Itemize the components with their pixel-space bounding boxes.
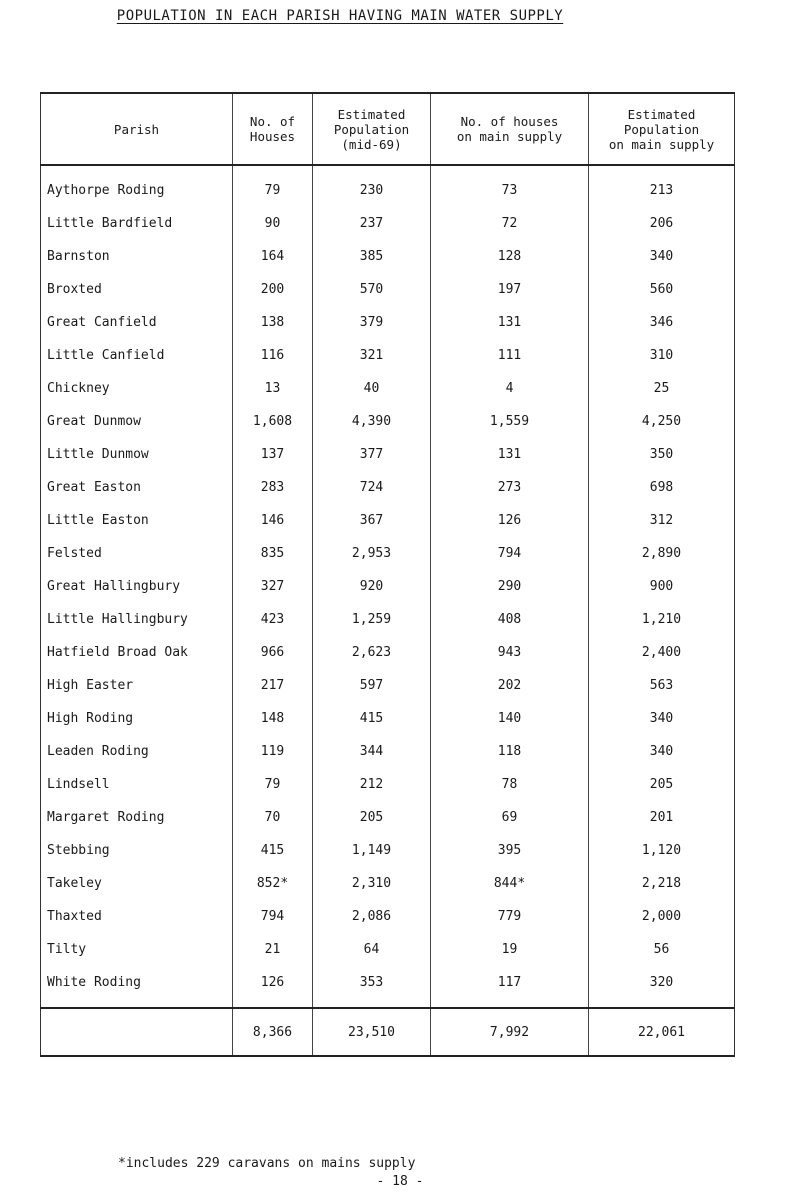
population-cell: 2,310: [313, 867, 431, 900]
header-row: [41, 93, 735, 165]
spacer-cell: [233, 165, 313, 174]
table-row: [41, 372, 735, 405]
table-row: [41, 537, 735, 570]
population-main-supply-cell: 206: [649, 216, 674, 231]
table-row: [41, 702, 735, 735]
houses-cell: 138: [233, 306, 313, 339]
houses-main-supply-cell: 131: [431, 306, 589, 339]
houses-main-supply-cell: 290: [431, 570, 589, 603]
footnote: *includes 229 caravans on mains supply: [118, 1156, 416, 1171]
houses-cell: 852*: [233, 867, 313, 900]
population-main-supply-cell: 4,250: [641, 414, 682, 429]
table-row: [41, 966, 735, 1008]
population-main-supply-cell: 310: [649, 348, 674, 363]
parish-name-cell: Little Bardfield: [41, 207, 233, 240]
houses-main-supply-cell: 844*: [431, 867, 589, 900]
population-cell: 40: [313, 372, 431, 405]
houses-cell: 137: [233, 438, 313, 471]
total-population: 23,510: [313, 1008, 431, 1056]
population-cell: 230: [313, 174, 431, 207]
population-cell: 353: [313, 966, 431, 1008]
population-main-supply-cell: 213: [649, 183, 674, 198]
header-population-main-supply: Estimated Population on main supply: [589, 93, 735, 165]
spacer-cell: [313, 165, 431, 174]
population-main-supply-cell: 320: [649, 975, 674, 990]
houses-cell: 415: [233, 834, 313, 867]
population-main-supply-cell: 350: [649, 447, 674, 462]
spacer-cell: [431, 165, 589, 174]
header-population: Estimated Population (mid-69): [313, 93, 431, 165]
population-cell: 2,953: [313, 537, 431, 570]
table-row: [41, 273, 735, 306]
houses-main-supply-cell: 69: [431, 801, 589, 834]
spacer-cell: [589, 165, 735, 174]
header-houses: No. of Houses: [233, 93, 313, 165]
houses-main-supply-cell: 140: [431, 702, 589, 735]
population-cell: 920: [313, 570, 431, 603]
population-main-supply-cell: 312: [649, 513, 674, 528]
total-houses-main-supply: 7,992: [431, 1008, 589, 1056]
houses-cell: 966: [233, 636, 313, 669]
parish-name-cell: Little Easton: [41, 504, 233, 537]
houses-cell: 79: [233, 174, 313, 207]
houses-cell: 423: [233, 603, 313, 636]
houses-main-supply-cell: 202: [431, 669, 589, 702]
houses-cell: 164: [233, 240, 313, 273]
table-header: [41, 93, 735, 165]
totals-row: [41, 1008, 735, 1056]
total-label: [41, 1008, 233, 1056]
houses-cell: 200: [233, 273, 313, 306]
population-cell: 4,390: [313, 405, 431, 438]
table-row: [41, 240, 735, 273]
houses-cell: 794: [233, 900, 313, 933]
table-row: [41, 867, 735, 900]
houses-main-supply-cell: 126: [431, 504, 589, 537]
houses-main-supply-cell: 78: [431, 768, 589, 801]
page-number: - 18 -: [376, 1174, 424, 1189]
table-row: [41, 306, 735, 339]
page-title-text: POPULATION IN EACH PARISH HAVING MAIN WATER SUPPLY: [116, 8, 564, 24]
houses-cell: 21: [233, 933, 313, 966]
houses-main-supply-cell: 73: [431, 174, 589, 207]
spacer-cell: [41, 165, 233, 174]
parish-name-cell: Takeley: [41, 867, 233, 900]
population-main-supply-cell: 25: [653, 381, 670, 396]
population-cell: 2,086: [313, 900, 431, 933]
houses-main-supply-cell: 408: [431, 603, 589, 636]
houses-main-supply-cell: 128: [431, 240, 589, 273]
table-row: [41, 735, 735, 768]
water-supply-table: [40, 92, 735, 1057]
total-population-main-supply: 22,061: [589, 1008, 735, 1056]
houses-cell: 217: [233, 669, 313, 702]
parish-name-cell: Lindsell: [41, 768, 233, 801]
page-title: [0, 8, 680, 24]
table-body: [41, 165, 735, 1008]
table-row: [41, 933, 735, 966]
houses-cell: 148: [233, 702, 313, 735]
houses-cell: 146: [233, 504, 313, 537]
parish-name-cell: Great Canfield: [41, 306, 233, 339]
population-cell: 321: [313, 339, 431, 372]
table-footer: [41, 1008, 735, 1056]
parish-name-cell: High Roding: [41, 702, 233, 735]
table-row: [41, 603, 735, 636]
table-row: [41, 636, 735, 669]
table-row: [41, 900, 735, 933]
houses-main-supply-cell: 943: [431, 636, 589, 669]
houses-main-supply-cell: 197: [431, 273, 589, 306]
table-row: [41, 405, 735, 438]
population-cell: 570: [313, 273, 431, 306]
population-main-supply-cell: 56: [653, 942, 670, 957]
houses-main-supply-cell: 273: [431, 471, 589, 504]
houses-main-supply-cell: 19: [431, 933, 589, 966]
parish-name-cell: Little Hallingbury: [41, 603, 233, 636]
population-cell: 415: [313, 702, 431, 735]
total-houses: 8,366: [233, 1008, 313, 1056]
population-cell: 385: [313, 240, 431, 273]
houses-cell: 13: [233, 372, 313, 405]
houses-main-supply-cell: 72: [431, 207, 589, 240]
houses-cell: 1,608: [233, 405, 313, 438]
population-main-supply-cell: 560: [649, 282, 674, 297]
parish-name-cell: Little Dunmow: [41, 438, 233, 471]
table-row: [41, 570, 735, 603]
parish-name-cell: Hatfield Broad Oak: [41, 636, 233, 669]
houses-main-supply-cell: 1,559: [431, 405, 589, 438]
houses-cell: 327: [233, 570, 313, 603]
houses-main-supply-cell: 779: [431, 900, 589, 933]
population-cell: 597: [313, 669, 431, 702]
parish-name-cell: Felsted: [41, 537, 233, 570]
population-cell: 344: [313, 735, 431, 768]
houses-main-supply-cell: 794: [431, 537, 589, 570]
header-parish: Parish: [41, 93, 233, 165]
population-main-supply-cell: 340: [649, 744, 674, 759]
houses-main-supply-cell: 4: [431, 372, 589, 405]
table-row: [41, 207, 735, 240]
population-main-supply-cell: 900: [649, 579, 674, 594]
parish-name-cell: Broxted: [41, 273, 233, 306]
table-row: [41, 669, 735, 702]
population-cell: 64: [313, 933, 431, 966]
parish-name-cell: Chickney: [41, 372, 233, 405]
population-main-supply-cell: 340: [649, 711, 674, 726]
table-row: [41, 834, 735, 867]
houses-main-supply-cell: 111: [431, 339, 589, 372]
table-row: [41, 504, 735, 537]
population-main-supply-cell: 2,890: [641, 546, 682, 561]
table-row: [41, 801, 735, 834]
population-cell: 1,259: [313, 603, 431, 636]
table-row: [41, 174, 735, 207]
houses-cell: 835: [233, 537, 313, 570]
houses-cell: 126: [233, 966, 313, 1008]
population-main-supply-cell: 1,210: [641, 612, 682, 627]
population-main-supply-cell: 1,120: [641, 843, 682, 858]
parish-name-cell: Great Easton: [41, 471, 233, 504]
population-main-supply-cell: 2,400: [641, 645, 682, 660]
population-cell: 237: [313, 207, 431, 240]
houses-main-supply-cell: 395: [431, 834, 589, 867]
population-cell: 1,149: [313, 834, 431, 867]
table-row: [41, 339, 735, 372]
parish-name-cell: Great Dunmow: [41, 405, 233, 438]
population-main-supply-cell: 2,000: [641, 909, 682, 924]
houses-main-supply-cell: 117: [431, 966, 589, 1008]
houses-cell: 90: [233, 207, 313, 240]
population-cell: 2,623: [313, 636, 431, 669]
population-main-supply-cell: 2,218: [641, 876, 682, 891]
table-row: [41, 471, 735, 504]
houses-cell: 70: [233, 801, 313, 834]
parish-name-cell: Little Canfield: [41, 339, 233, 372]
table-row: [41, 768, 735, 801]
population-cell: 379: [313, 306, 431, 339]
population-main-supply-cell: 563: [649, 678, 674, 693]
parish-name-cell: Barnston: [41, 240, 233, 273]
population-main-supply-cell: 205: [649, 777, 674, 792]
population-main-supply-cell: 201: [649, 810, 674, 825]
parish-name-cell: Margaret Roding: [41, 801, 233, 834]
population-cell: 377: [313, 438, 431, 471]
header-houses-main-supply: No. of houses on main supply: [431, 93, 589, 165]
population-main-supply-cell: 698: [649, 480, 674, 495]
parish-name-cell: Thaxted: [41, 900, 233, 933]
parish-name-cell: High Easter: [41, 669, 233, 702]
population-cell: 212: [313, 768, 431, 801]
population-main-supply-cell: 346: [649, 315, 674, 330]
parish-name-cell: White Roding: [41, 966, 233, 1008]
houses-cell: 119: [233, 735, 313, 768]
houses-cell: 79: [233, 768, 313, 801]
parish-name-cell: Aythorpe Roding: [41, 174, 233, 207]
houses-main-supply-cell: 131: [431, 438, 589, 471]
population-cell: 367: [313, 504, 431, 537]
houses-main-supply-cell: 118: [431, 735, 589, 768]
spacer-row: [41, 165, 735, 174]
population-main-supply-cell: 340: [649, 249, 674, 264]
population-cell: 205: [313, 801, 431, 834]
parish-name-cell: Stebbing: [41, 834, 233, 867]
houses-cell: 283: [233, 471, 313, 504]
houses-cell: 116: [233, 339, 313, 372]
parish-name-cell: Leaden Roding: [41, 735, 233, 768]
population-cell: 724: [313, 471, 431, 504]
parish-name-cell: Tilty: [41, 933, 233, 966]
parish-name-cell: Great Hallingbury: [41, 570, 233, 603]
table-row: [41, 438, 735, 471]
